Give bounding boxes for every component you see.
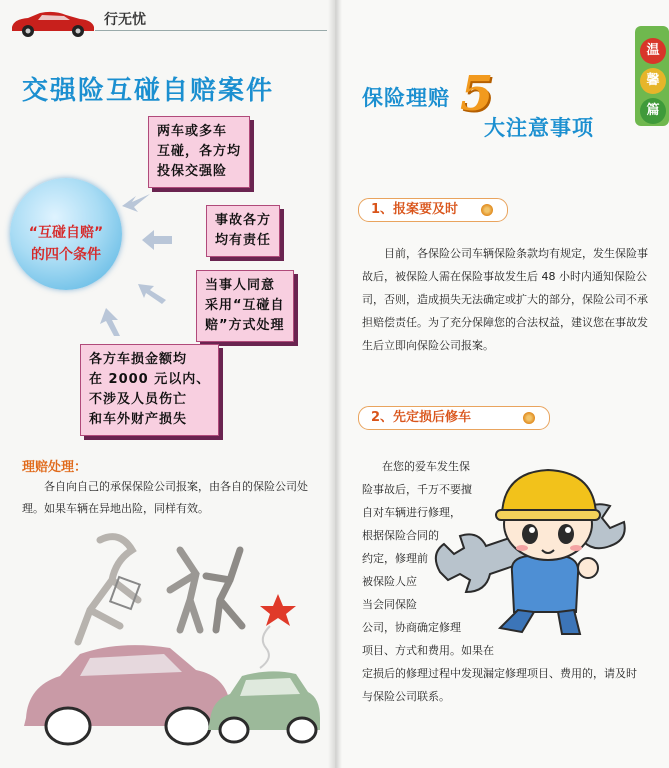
- accident-illustration: [20, 530, 320, 760]
- condition-box-3: [196, 270, 294, 342]
- item2-line: 被保险人应: [362, 575, 417, 588]
- item2-line: 定损后的修理过程中发现漏定修理项目、费用的，请及时: [362, 667, 637, 680]
- arrow-icon: [136, 278, 168, 306]
- item2-line: 根据保险合同的: [362, 529, 439, 542]
- circle-label-line2: 的四个条件: [31, 247, 101, 263]
- item2-line: 约定，修理前: [362, 552, 428, 565]
- condition-4-line: 不涉及人员伤亡: [89, 392, 188, 407]
- condition-2-line: 事故各方: [215, 213, 272, 228]
- bullet-dot-icon: [523, 412, 535, 424]
- item2-label-text: 2、先定损后修车: [371, 410, 472, 425]
- condition-3-line: 采用“互碰自: [205, 298, 285, 313]
- left-page-title: 交强险互碰自赔案件: [22, 76, 275, 106]
- condition-3-line: 当事人同意: [205, 278, 276, 293]
- claim-paragraph: 各自向自己的承保保险公司报案，由各自的保险公司处理。如果车辆在异地出险，同样有效。: [22, 480, 308, 515]
- right-title-part1: 保险理赔: [362, 86, 450, 110]
- conditions-circle-label: [10, 222, 122, 266]
- condition-box-4: [80, 344, 219, 436]
- arrow-icon: [140, 228, 174, 252]
- item2-line: 与保险公司联系。: [362, 690, 450, 703]
- item1-label-text: 1、报案要及时: [371, 202, 459, 217]
- tab-xin: 馨: [640, 68, 666, 94]
- condition-1-line: 投保交强险: [157, 164, 228, 179]
- claim-heading: 理赔处理：: [22, 460, 88, 475]
- right-title-number: 5: [460, 66, 494, 122]
- condition-1-line: 两车或多车: [157, 124, 228, 139]
- item2-line: 自对车辆进行修理，: [362, 506, 461, 519]
- header-title: 行无忧: [104, 12, 146, 28]
- car-icon: [6, 7, 98, 39]
- circle-label-line1: “互碰自赔”: [28, 225, 104, 241]
- tab-wen: 温: [640, 38, 666, 64]
- item2-label: [358, 406, 550, 430]
- item2-line: 在您的爱车发生保: [382, 460, 470, 473]
- item1-label: [358, 198, 508, 222]
- arrow-icon: [120, 190, 152, 216]
- condition-box-1: [148, 116, 250, 188]
- condition-4-line: 在 2000 元以内、: [89, 372, 211, 387]
- condition-box-2: [206, 205, 280, 257]
- condition-2-line: 均有责任: [215, 233, 272, 248]
- condition-4-line: 和车外财产损失: [89, 412, 188, 427]
- condition-4-line: 各方车损金额均: [89, 352, 188, 367]
- item2-line: 当会同保险: [362, 598, 417, 611]
- book-spine: [328, 0, 342, 768]
- mechanic-mascot-illustration: [430, 462, 640, 640]
- right-title-part2: 大注意事项: [484, 116, 594, 140]
- condition-3-line: 赔”方式处理: [205, 318, 285, 333]
- item1-paragraph: 目前，各保险公司车辆保险条款均有规定，发生保险事故后，被保险人需在保险事故发生后 48 小时内通知保险公司，否则，造成损失无法确定或扩大的部分，保险公司不承担赔偿责任。为了充分保障您的合法权益，建议您在事故发生后立即向保险公司报案。: [362, 247, 648, 352]
- item2-line: 项目、方式和费用。如果在: [362, 644, 494, 657]
- arrow-icon: [96, 306, 126, 338]
- item2-line: 公司，协商确定修理: [362, 621, 461, 634]
- bullet-dot-icon: [481, 204, 493, 216]
- header-divider: [95, 30, 327, 31]
- condition-1-line: 互碰，各方均: [157, 144, 242, 159]
- item2-line: 险事故后，千万不要擅: [362, 483, 472, 496]
- tab-pian: 篇: [640, 98, 666, 124]
